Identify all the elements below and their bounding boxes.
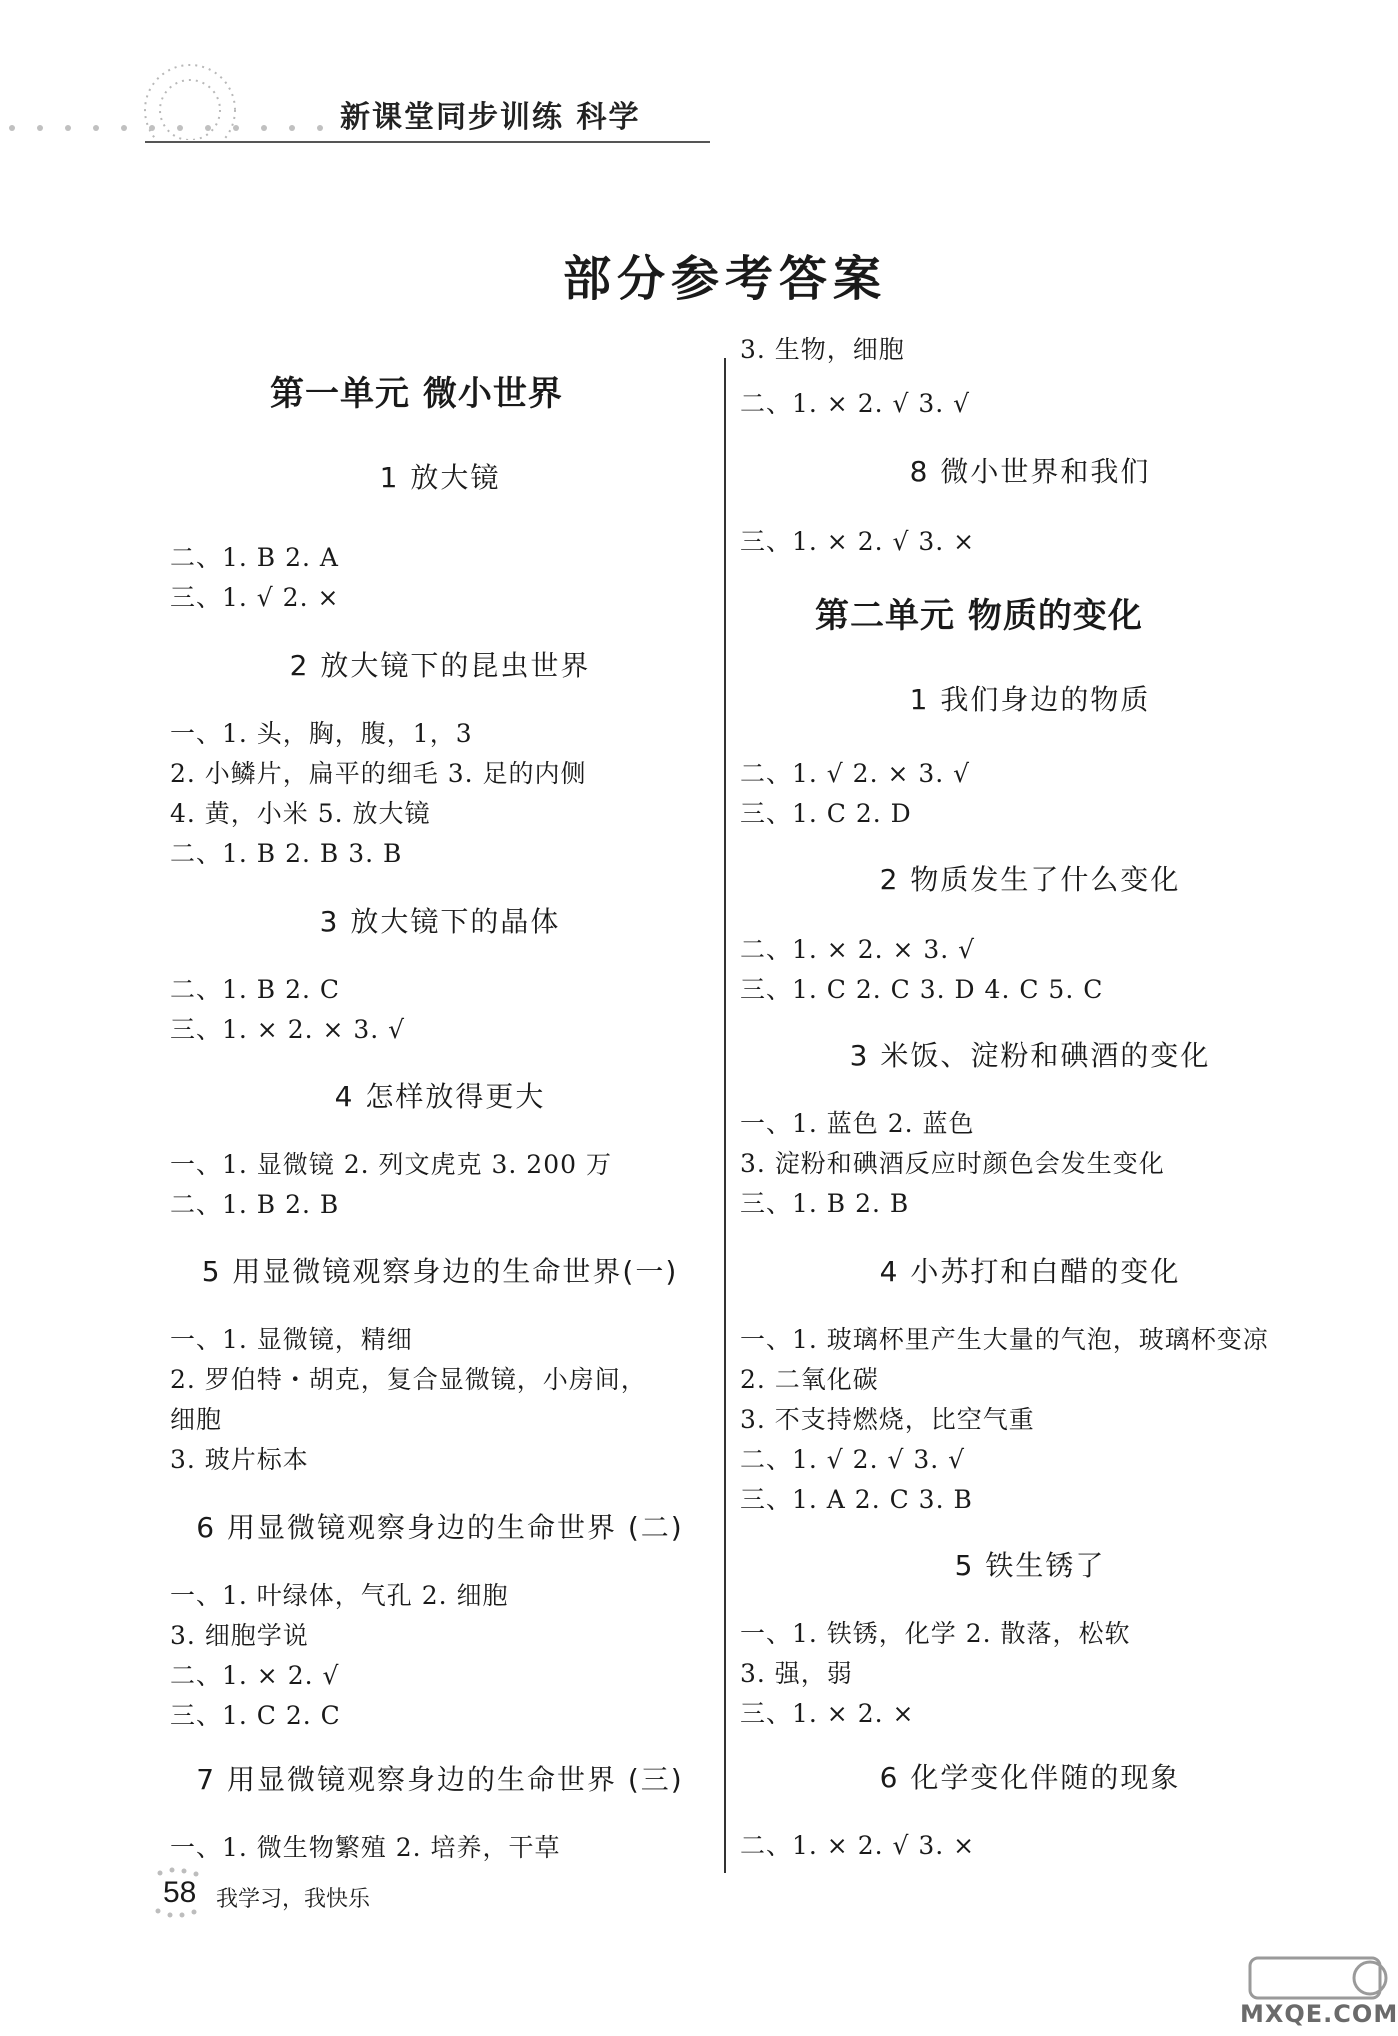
right-lesson-heading-21: 5 铁生锈了	[954, 1549, 1106, 1582]
right-answer-line-0: 3. 生物，细胞	[740, 335, 905, 364]
right-answer-line-14: 三、1. B 2. B	[740, 1189, 910, 1218]
right-answer-line-10: 三、1. C 2. C 3. D 4. C 5. C	[740, 975, 1104, 1004]
left-answer-line-21: 一、1. 叶绿体，气孔 2. 细胞	[170, 1581, 509, 1610]
left-answer-line-5: 一、1. 头，胸，腹，1，3	[170, 719, 473, 748]
right-unit-heading-4: 第二单元 物质的变化	[815, 596, 1143, 636]
right-lesson-heading-8: 2 物质发生了什么变化	[879, 863, 1181, 896]
left-answer-line-22: 3. 细胞学说	[170, 1621, 309, 1650]
right-answer-line-12: 一、1. 蓝色 2. 蓝色	[740, 1109, 975, 1138]
left-answer-line-23: 二、1. × 2. √	[170, 1661, 340, 1690]
left-lesson-heading-20: 6 用显微镜观察身边的生命世界 (二)	[196, 1511, 684, 1544]
left-lesson-heading-4: 2 放大镜下的昆虫世界	[289, 649, 591, 682]
right-answer-line-22: 一、1. 铁锈，化学 2. 散落，松软	[740, 1619, 1131, 1648]
left-answer-line-2: 二、1. B 2. A	[170, 543, 339, 572]
right-answer-line-18: 3. 不支持燃烧，比空气重	[740, 1405, 1035, 1434]
left-answer-line-7: 4. 黄，小米 5. 放大镜	[170, 799, 431, 828]
column-divider	[724, 358, 726, 1873]
left-answer-line-13: 一、1. 显微镜 2. 列文虎克 3. 200 万	[170, 1150, 612, 1179]
left-answer-line-3: 三、1. √ 2. ×	[170, 583, 340, 612]
right-answer-line-6: 二、1. √ 2. × 3. √	[740, 759, 971, 788]
right-answer-line-7: 三、1. C 2. D	[740, 799, 912, 828]
right-answer-line-17: 2. 二氧化碳	[740, 1365, 879, 1394]
right-answer-line-1: 二、1. × 2. √ 3. √	[740, 389, 971, 418]
right-lesson-heading-5: 1 我们身边的物质	[909, 683, 1151, 716]
left-lesson-heading-12: 4 怎样放得更大	[334, 1080, 546, 1113]
header-rule	[145, 141, 710, 143]
right-lesson-heading-2: 8 微小世界和我们	[909, 455, 1151, 488]
right-lesson-heading-11: 3 米饭、淀粉和碘酒的变化	[849, 1039, 1211, 1072]
page-title: 部分参考答案	[562, 251, 887, 307]
right-answer-line-19: 二、1. √ 2. √ 3. √	[740, 1445, 966, 1474]
left-answer-line-16: 一、1. 显微镜，精细	[170, 1325, 413, 1354]
left-answer-line-8: 二、1. B 2. B 3. B	[170, 839, 403, 868]
left-answer-line-14: 二、1. B 2. B	[170, 1190, 340, 1219]
left-answer-line-19: 3. 玻片标本	[170, 1445, 309, 1474]
left-lesson-heading-25: 7 用显微镜观察身边的生命世界 (三)	[196, 1763, 684, 1796]
left-answer-line-26: 一、1. 微生物繁殖 2. 培养，干草	[170, 1833, 561, 1862]
page-number: 58	[163, 1876, 197, 1909]
right-answer-line-26: 二、1. × 2. √ 3. ×	[740, 1831, 976, 1860]
right-answer-line-23: 3. 强，弱	[740, 1659, 853, 1688]
header-series-title: 新课堂同步训练 科学	[340, 100, 641, 135]
left-answer-line-10: 二、1. B 2. C	[170, 975, 341, 1004]
left-unit-heading-0: 第一单元 微小世界	[270, 374, 563, 414]
right-answer-line-24: 三、1. × 2. ×	[740, 1699, 915, 1728]
right-answer-line-3: 三、1. × 2. √ 3. ×	[740, 527, 976, 556]
left-lesson-heading-15: 5 用显微镜观察身边的生命世界(一)	[201, 1255, 679, 1288]
right-answer-line-13: 3. 淀粉和碘酒反应时颜色会发生变化	[740, 1149, 1165, 1178]
left-answer-line-6: 2. 小鳞片，扁平的细毛 3. 足的内侧	[170, 759, 587, 788]
right-answer-line-16: 一、1. 玻璃杯里产生大量的气泡，玻璃杯变凉	[740, 1325, 1269, 1354]
right-lesson-heading-15: 4 小苏打和白醋的变化	[879, 1255, 1181, 1288]
right-lesson-heading-25: 6 化学变化伴随的现象	[879, 1761, 1181, 1794]
footer-slogan: 我学习，我快乐	[216, 1887, 371, 1912]
left-answer-line-17: 2. 罗伯特・胡克，复合显微镜，小房间，	[170, 1365, 647, 1394]
right-answer-line-20: 三、1. A 2. C 3. B	[740, 1485, 973, 1514]
left-answer-line-18: 细胞	[170, 1405, 223, 1434]
left-lesson-heading-9: 3 放大镜下的晶体	[319, 905, 561, 938]
left-answer-line-11: 三、1. × 2. × 3. √	[170, 1015, 406, 1044]
watermark-text: MXQE.COM	[1240, 2000, 1398, 2028]
right-answer-line-9: 二、1. × 2. × 3. √	[740, 935, 976, 964]
left-lesson-heading-1: 1 放大镜	[379, 461, 501, 494]
left-answer-line-24: 三、1. C 2. C	[170, 1701, 341, 1730]
